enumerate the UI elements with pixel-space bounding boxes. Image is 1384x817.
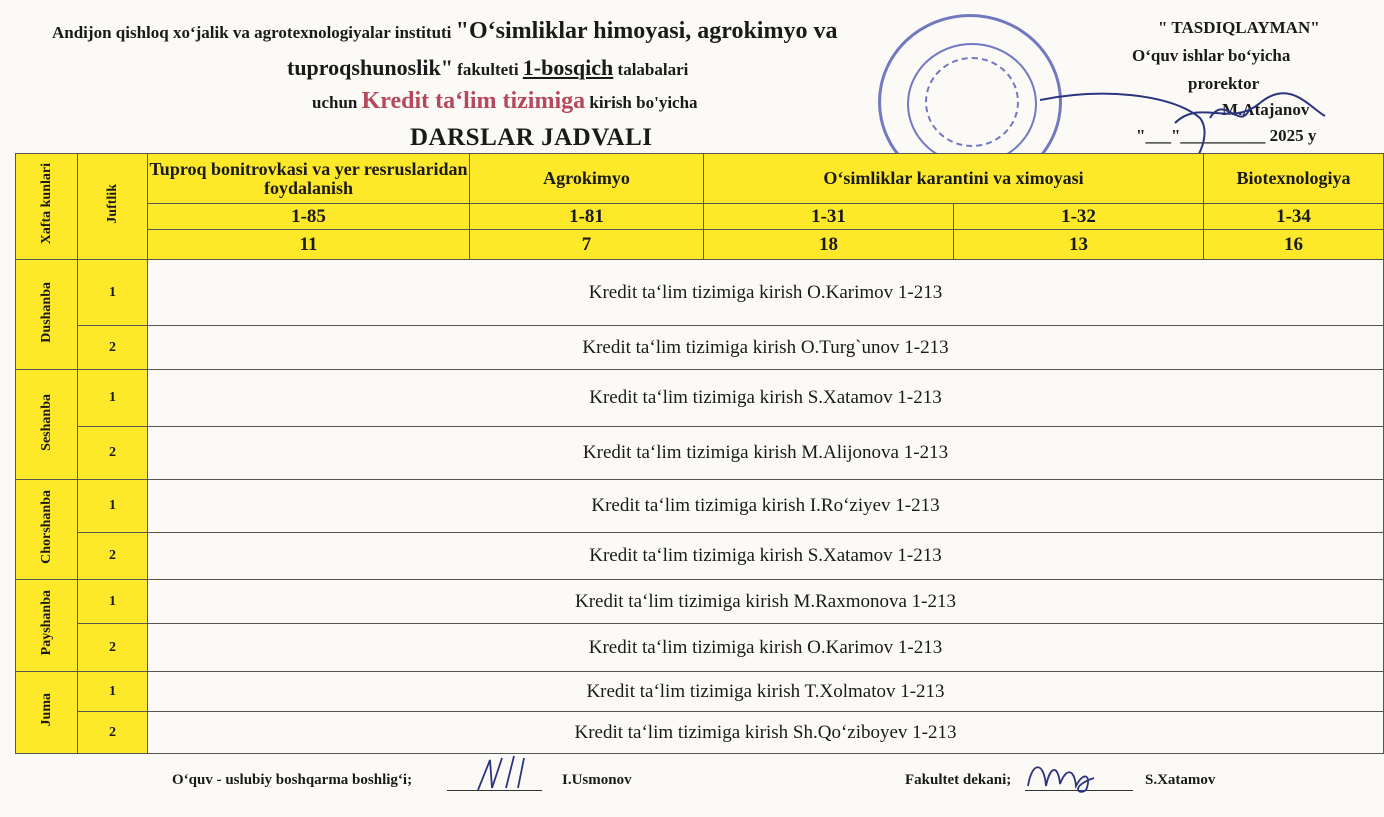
day-cell [16,480,78,580]
intro-word: kirish bo'yicha [585,93,698,112]
left-signatory-title: O‘quv - uslubiy boshqarma boshlig‘i; [172,772,413,788]
group-code: 1-81 [470,204,704,230]
lesson-cell: Kredit ta‘lim tizimiga kirish O.Turg`unov 1-213 [148,326,1384,370]
approval-heading: " TASDIQLAYMAN" [1158,18,1320,37]
day-cell [16,370,78,480]
approval-name: M.Atajanov [1222,100,1310,119]
approval-date: "___"__________ 2025 y [1136,126,1317,145]
day-name: Chorshanba [38,490,54,564]
for-word: uchun [312,93,362,112]
pair-number: 1 [78,672,148,712]
pair-number: 2 [78,624,148,672]
faculty-name-end: tuproqshunoslik" [287,55,453,80]
week-days-header [16,154,78,260]
lesson-cell: Kredit ta‘lim tizimiga kirish O.Karimov 1-213 [148,624,1384,672]
lesson-cell: Kredit ta‘lim tizimiga kirish M.Alijonova 1-213 [148,427,1384,480]
week-days-label: Xafta kunlari [38,163,54,245]
day-name: Juma [38,693,54,727]
day-cell [16,672,78,754]
lesson-cell: Kredit ta‘lim tizimiga kirish S.Xatamov 1-213 [148,370,1384,427]
course-subject: Kredit ta‘lim tizimiga [361,88,586,114]
schedule-table [15,153,1384,754]
header-line-3 [312,88,698,115]
table-row [16,480,1384,533]
approval-role: prorektor [1188,74,1260,93]
lesson-cell: Kredit ta‘lim tizimiga kirish S.Xatamov 1-213 [148,533,1384,580]
specialty-quarantine: O‘simliklar karantini va ximoyasi [704,154,1204,204]
day-name: Dushanba [38,281,54,343]
table-row [16,326,1384,370]
table-row [16,260,1384,326]
day-cell [16,580,78,672]
left-signatory-name: I.Usmonov [562,772,632,788]
lesson-cell: Kredit ta‘lim tizimiga kirish Sh.Qo‘ziboyev 1-213 [148,712,1384,754]
specialty-soil: Tuproq bonitrovkasi va yer resruslaridan foydalanish [148,154,470,204]
pair-number: 1 [78,480,148,533]
table-row [16,533,1384,580]
lesson-cell: Kredit ta‘lim tizimiga kirish T.Xolmatov 1-213 [148,672,1384,712]
student-count: 18 [704,230,954,260]
pair-number: 2 [78,427,148,480]
faculty-word: fakulteti [452,60,523,79]
header-line-2 [287,55,688,81]
specialty-agrochem: Agrokimyo [470,154,704,204]
pair-number: 2 [78,533,148,580]
table-row [16,580,1384,624]
day-name: Seshanba [38,393,54,451]
student-count: 16 [1204,230,1384,260]
course-level: 1-bosqich [522,55,614,80]
students-word: talabalari [613,60,689,79]
pair-number: 1 [78,580,148,624]
emblem-icon [925,57,1019,147]
group-code: 1-31 [704,204,954,230]
pair-number: 2 [78,326,148,370]
left-signature [470,752,530,794]
right-signature [1022,756,1102,798]
document-title: DARSLAR JADVALI [410,124,653,151]
table-row [16,370,1384,427]
specialty-biotech: Biotexnologiya [1204,154,1384,204]
right-signatory-title: Fakultet dekani; [905,772,1012,788]
group-code: 1-85 [148,204,470,230]
header-line-1 [52,18,837,45]
lesson-cell: Kredit ta‘lim tizimiga kirish M.Raxmonova 1-213 [148,580,1384,624]
pair-number: 1 [78,370,148,427]
pair-header [78,154,148,260]
group-code: 1-34 [1204,204,1384,230]
pair-label: Juftlik [104,184,120,224]
day-name: Payshanba [38,590,54,656]
student-count: 11 [148,230,470,260]
table-row [16,427,1384,480]
right-signatory-name: S.Xatamov [1145,772,1216,788]
table-row [16,712,1384,754]
lesson-cell: Kredit ta‘lim tizimiga kirish O.Karimov 1-213 [148,260,1384,326]
pair-number: 2 [78,712,148,754]
faculty-name-start: "O‘simliklar himoyasi, agrokimyo va [455,18,838,44]
lesson-cell: Kredit ta‘lim tizimiga kirish I.Ro‘ziyev 1-213 [148,480,1384,533]
table-row [16,624,1384,672]
institute-name: Andijon qishloq xo‘jalik va agrotexnologiyalar instituti [52,23,456,42]
group-code: 1-32 [954,204,1204,230]
student-count: 7 [470,230,704,260]
pair-number: 1 [78,260,148,326]
table-row [16,672,1384,712]
day-cell [16,260,78,370]
student-count: 13 [954,230,1204,260]
approval-position: O‘quv ishlar bo‘yicha [1132,46,1291,65]
